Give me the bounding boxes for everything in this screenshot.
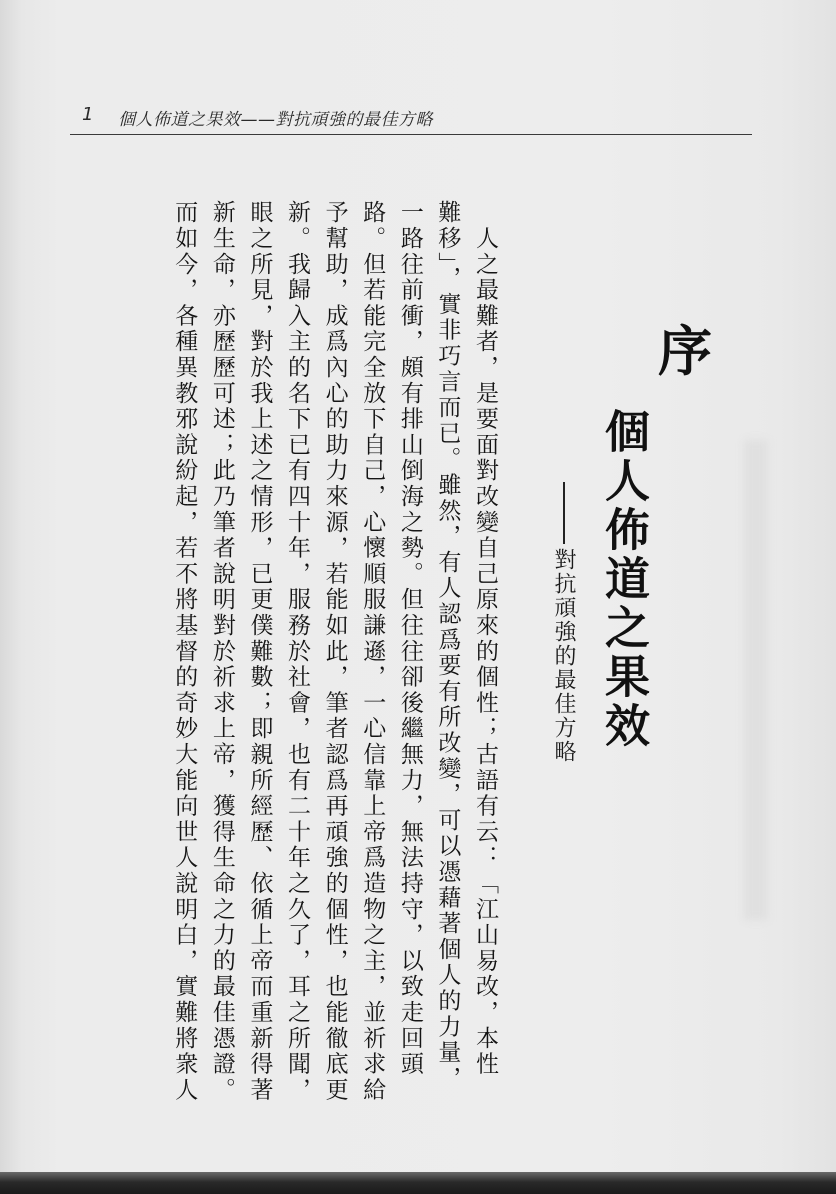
body-line: 新。我歸入主的名下已有四十年，服務於社會，也有二十年之久了，耳之所聞， — [284, 200, 311, 1103]
chapter-subtitle: 對抗頑強的最佳方略 — [551, 548, 576, 764]
page-edge-shadow — [0, 1172, 836, 1194]
body-line: 而如今，各種異教邪說紛起，若不將基督的奇妙大能向世人說明白，實難將衆人 — [171, 200, 198, 1103]
body-line: 難移」，實非巧言而已。雖然，有人認爲要有所改變，可以憑藉著個人的力量， — [434, 200, 461, 1092]
subtitle-dash — [563, 482, 565, 544]
body-line: 予幫助，成爲內心的助力來源，若能如此，筆者認爲再頑強的個性，也能徹底更 — [321, 200, 348, 1103]
preface-heading: 序 — [658, 319, 712, 383]
page-number: 1 — [82, 104, 94, 125]
body-line: 眼之所見，對於我上述之情形，已更僕難數；即親所經歷、依循上帝而重新得著 — [246, 200, 273, 1103]
show-through-shading — [744, 440, 768, 920]
body-text — [125, 200, 503, 1103]
body-line: 一路往前衝，頗有排山倒海之勢。但往往卻後繼無力，無法持守，以致走回頭 — [396, 200, 423, 1078]
header-rule — [70, 134, 752, 135]
chapter-title: 個人佈道之果效 — [597, 408, 650, 751]
body-line: 人之最難者，是要面對改變自己原來的個性；古語有云：「江山易改，本性 — [472, 200, 498, 1078]
running-header — [70, 104, 752, 134]
body-line: 路。但若能完全放下自己，心懷順服謙遜，一心信靠上帝爲造物之主，並祈求給 — [359, 200, 386, 1103]
body-line: 新生命，亦歷歷可述；此乃筆者說明對於祈求上帝，獲得生命之力的最佳憑證。 — [208, 200, 235, 1103]
running-title: 個人佈道之果效——對抗頑強的最佳方略 — [118, 110, 433, 130]
